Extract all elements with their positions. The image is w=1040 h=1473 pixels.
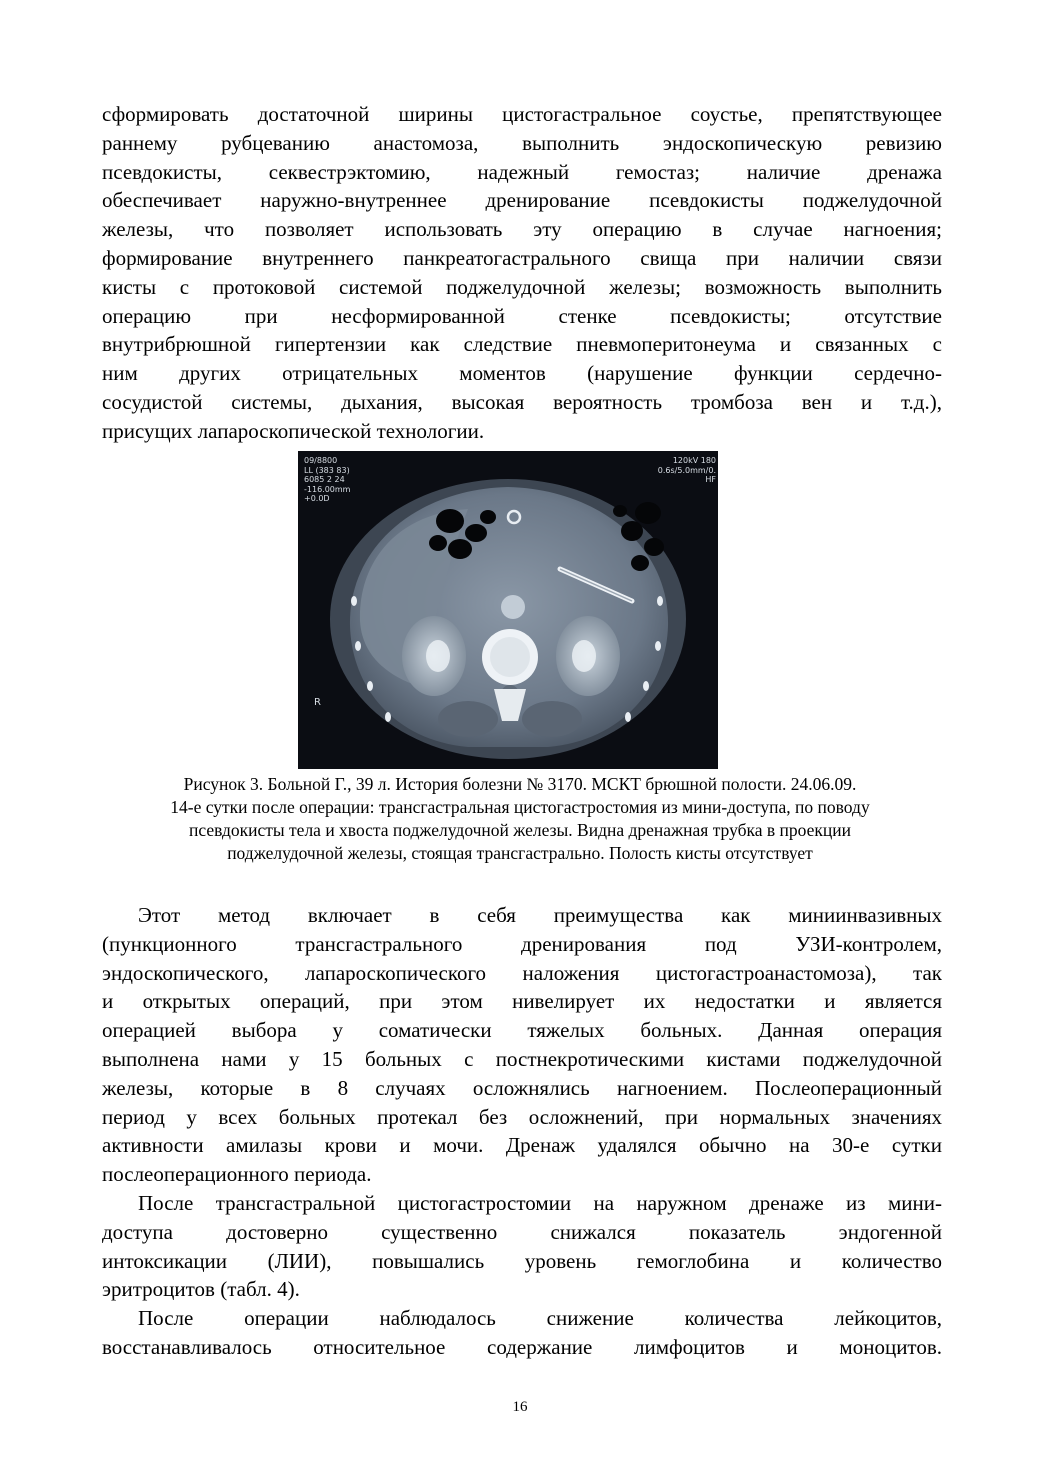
overlay-text: 6085 2 24 bbox=[304, 475, 345, 484]
ct-overlay-left bbox=[304, 456, 350, 504]
text-line: После операции наблюдалось снижение количества лейкоцитов, bbox=[138, 1306, 942, 1331]
text-line: период у всех больных протекал без осложнений, при нормальных значениях bbox=[102, 1104, 942, 1129]
paragraph-1 bbox=[102, 901, 942, 1189]
ct-overlay-right bbox=[640, 456, 716, 485]
text-line: интоксикации (ЛИИ), повышались уровень гемоглобина и количество bbox=[102, 1248, 942, 1273]
caption-line: поджелудочной железы, стоящая трансгастрально. Полость кисты отсутствует bbox=[227, 843, 813, 863]
overlay-text: +0.0D bbox=[304, 494, 330, 503]
text-line: (пункционного трансгастрального дренирования под УЗИ-контролем, bbox=[102, 931, 942, 956]
caption-line: Рисунок 3. Больной Г., 39 л. История болезни № 3170. МСКТ брюшной полости. 24.06.09. bbox=[183, 774, 857, 794]
paragraph-2 bbox=[102, 1189, 942, 1304]
top-paragraph bbox=[102, 100, 942, 446]
caption-line: 14-е сутки после операции: трансгастральная цистогастростомия из мини-доступа, по поводу bbox=[170, 797, 870, 817]
text-line: Этот метод включает в себя преимущества как миниинвазивных bbox=[138, 903, 942, 927]
text-line: железы, что позволяет использовать эту операцию в случае нагноения; bbox=[102, 217, 942, 242]
text-line: и открытых операций, при этом нивелирует их недостатки и является bbox=[102, 989, 942, 1014]
text-line: внутрибрюшной гипертензии как следствие пневмоперитонеума и связанных с bbox=[102, 332, 942, 357]
figure-caption bbox=[60, 773, 980, 865]
text-line: доступа достоверно существенно снижался показатель эндогенной bbox=[102, 1219, 942, 1244]
overlay-text: -116.00mm bbox=[304, 484, 351, 494]
text-line: раннему рубцеванию анастомоза, выполнить эндоскопическую ревизию bbox=[102, 130, 942, 155]
text-line: операцией выбора у соматически тяжелых больных. Данная операция bbox=[102, 1018, 942, 1043]
text-line: присущих лапароскопической технологии. bbox=[102, 418, 485, 443]
overlay-text: 0.6s/5.0mm/0. bbox=[657, 465, 716, 475]
text-line: эритроцитов (табл. 4). bbox=[102, 1277, 300, 1302]
text-line: операцию при несформированной стенке псевдокисты; отсутствие bbox=[102, 303, 942, 328]
text-line: железы, которые в 8 случаях осложнялись нагноением. Послеоперационный bbox=[102, 1075, 942, 1100]
page-number: 16 bbox=[512, 1399, 528, 1415]
ct-scan-image bbox=[298, 451, 718, 769]
caption-line: псевдокисты тела и хвоста поджелудочной железы. Видна дренажная трубка в проекции bbox=[189, 820, 851, 840]
text-line: активности амилазы крови и мочи. Дренаж удалялся обычно на 30-е сутки bbox=[102, 1133, 942, 1158]
text-line: ним других отрицательных моментов (нарушение функции сердечно- bbox=[102, 361, 942, 386]
text-line: восстанавливалось относительное содержание лимфоцитов и моноцитов. bbox=[102, 1334, 942, 1359]
overlay-text: 09/8800 bbox=[304, 456, 338, 465]
text-line: сосудистой системы, дыхания, высокая вероятность тромбоза вен и т.д.), bbox=[102, 389, 942, 414]
text-line: обеспечивает наружно-внутреннее дренирование псевдокисты поджелудочной bbox=[102, 188, 942, 213]
body-text bbox=[102, 901, 942, 1362]
overlay-text: LL (383 83) bbox=[304, 465, 350, 475]
text-line: псевдокисты, секвестрэктомию, надежный гемостаз; наличие дренажа bbox=[102, 159, 942, 184]
overlay-text: 120kV 180 bbox=[672, 456, 716, 465]
orientation-marker: R bbox=[314, 697, 321, 708]
text-line: послеоперационного периода. bbox=[102, 1162, 372, 1187]
text-line: эндоскопического, лапароскопического наложения цистогастроанастомоза), так bbox=[102, 960, 942, 985]
text-line: выполнена нами у 15 больных с постнекротическими кистами поджелудочной bbox=[102, 1046, 942, 1071]
text-line: формирование внутреннего панкреатогастрального свища при наличии связи bbox=[102, 245, 942, 270]
text-line: После трансгастральной цистогастростомии на наружном дренаже из мини- bbox=[138, 1190, 942, 1215]
overlay-text: HF bbox=[705, 475, 716, 484]
text-line: кисты с протоковой системой поджелудочной железы; возможность выполнить bbox=[102, 274, 942, 299]
paragraph-3 bbox=[102, 1304, 942, 1362]
text-line: сформировать достаточной ширины цистогастральное соустье, препятствующее bbox=[102, 102, 942, 126]
